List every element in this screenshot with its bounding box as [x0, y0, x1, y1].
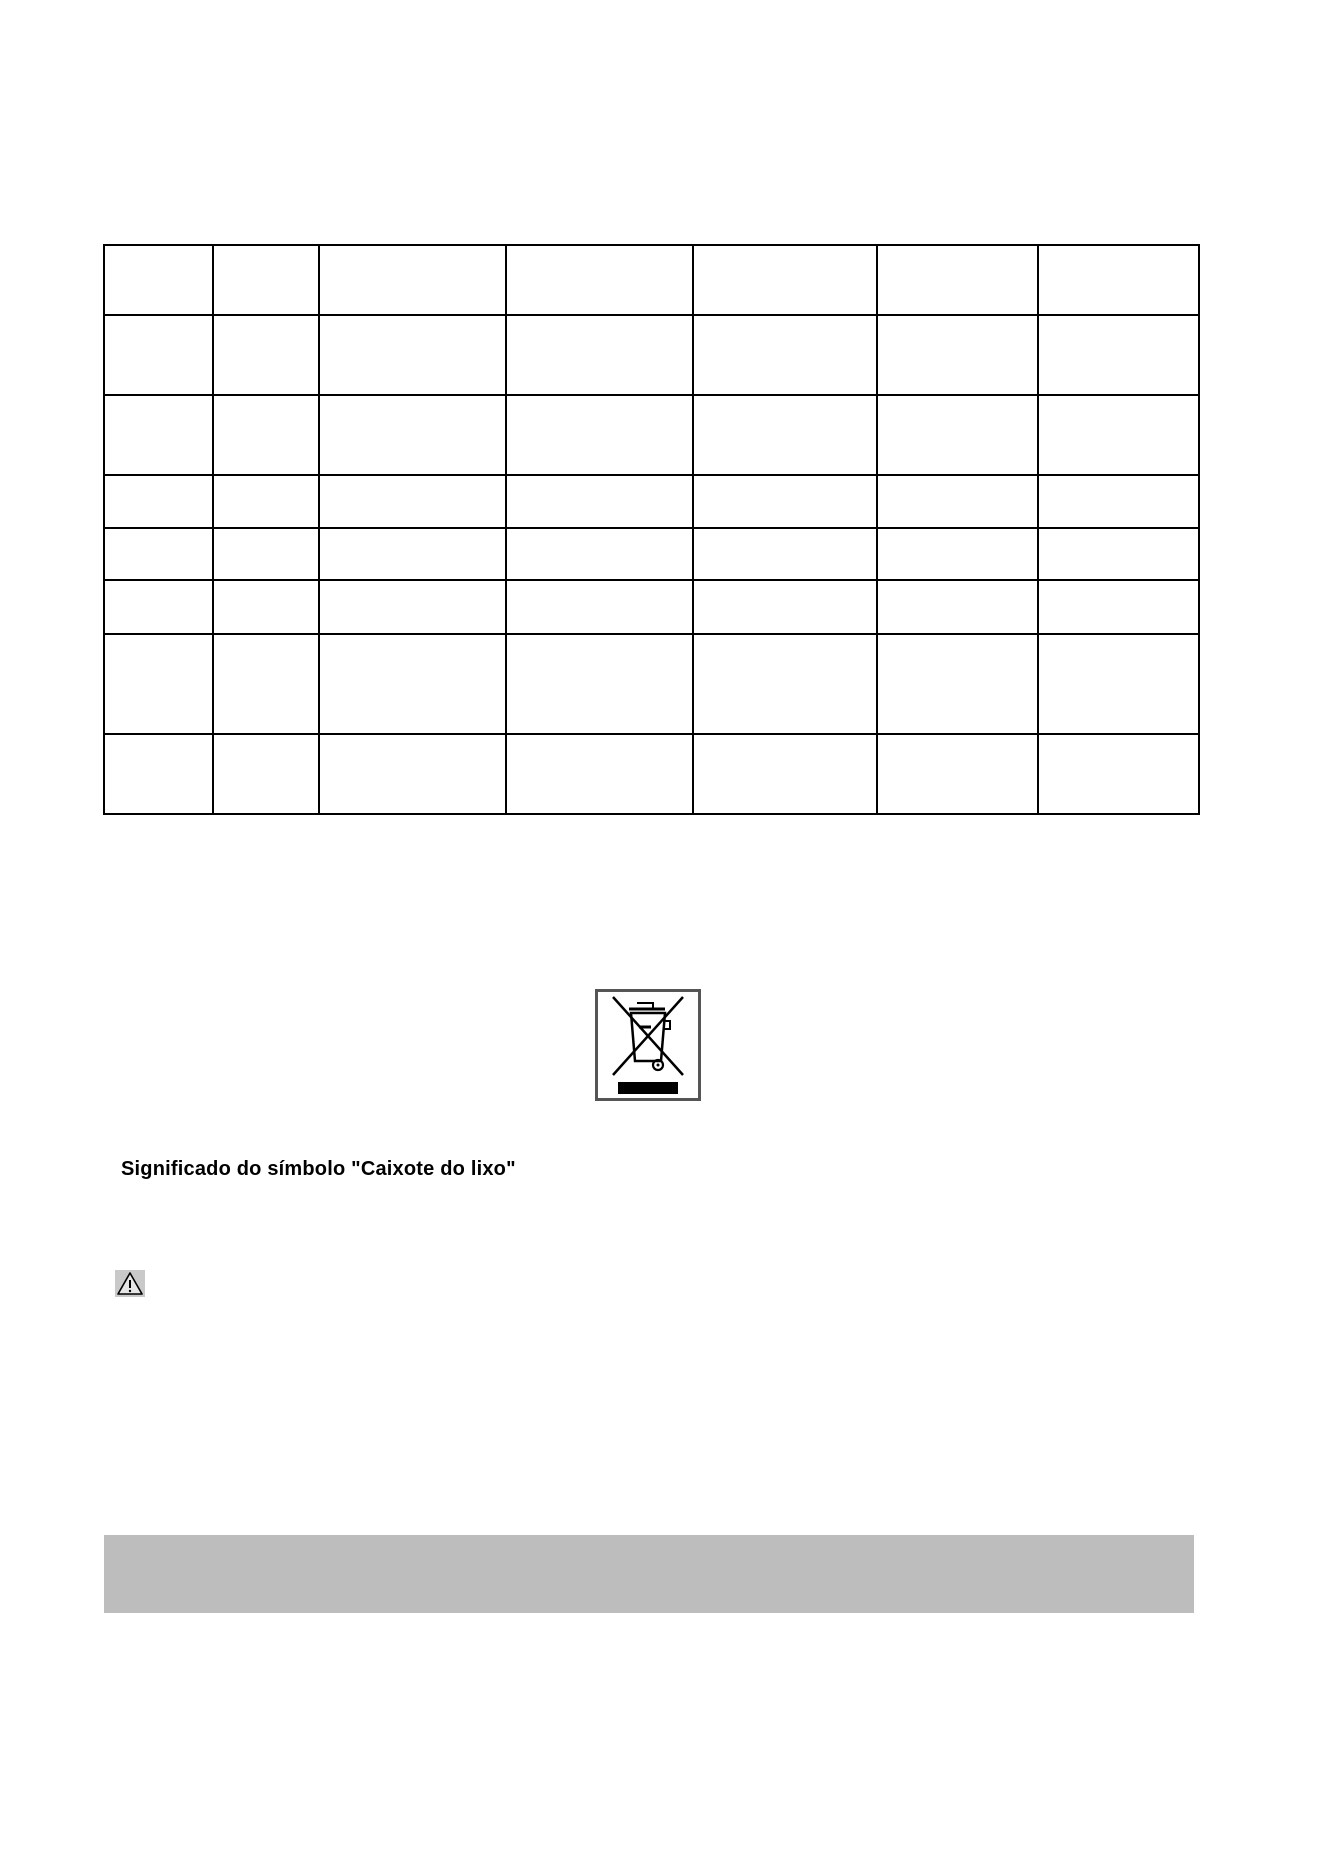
table-cell: [104, 395, 213, 475]
table-cell: [877, 315, 1038, 395]
grey-banner: [104, 1535, 1194, 1613]
table-cell: [506, 315, 693, 395]
table-cell: [693, 245, 877, 315]
table-cell: [877, 634, 1038, 734]
table-row: [104, 580, 1199, 634]
table-row: [104, 315, 1199, 395]
table-cell: [877, 528, 1038, 580]
table-cell: [213, 580, 319, 634]
empty-grid-table: [103, 244, 1200, 815]
table-cell: [213, 734, 319, 814]
table-cell: [506, 395, 693, 475]
table-cell: [213, 245, 319, 315]
table-cell: [319, 245, 506, 315]
table-cell: [319, 734, 506, 814]
table-cell: [506, 734, 693, 814]
table-cell: [1038, 580, 1199, 634]
table-cell: [693, 315, 877, 395]
crossed-out-wheelie-bin-icon: [595, 989, 701, 1101]
table-row: [104, 245, 1199, 315]
table-cell: [104, 245, 213, 315]
table-row: [104, 734, 1199, 814]
table-cell: [104, 315, 213, 395]
table-cell: [877, 580, 1038, 634]
table-cell: [213, 395, 319, 475]
table-cell: [319, 528, 506, 580]
table-cell: [319, 634, 506, 734]
table-cell: [506, 528, 693, 580]
table-cell: [506, 580, 693, 634]
table-cell: [877, 245, 1038, 315]
table-cell: [104, 475, 213, 528]
table-cell: [104, 634, 213, 734]
table-cell: [104, 580, 213, 634]
table-cell: [693, 580, 877, 634]
table-cell: [693, 475, 877, 528]
table-row: [104, 395, 1199, 475]
table-row: [104, 475, 1199, 528]
table-cell: [213, 475, 319, 528]
table-cell: [1038, 528, 1199, 580]
table-cell: [506, 245, 693, 315]
table-cell: [1038, 634, 1199, 734]
table-cell: [877, 734, 1038, 814]
table-row: [104, 528, 1199, 580]
table-cell: [506, 634, 693, 734]
table-cell: [1038, 395, 1199, 475]
warning-triangle-icon: [115, 1270, 145, 1297]
table-cell: [877, 475, 1038, 528]
table-cell: [319, 580, 506, 634]
table-cell: [319, 315, 506, 395]
table-cell: [693, 395, 877, 475]
table-cell: [104, 528, 213, 580]
table-cell: [104, 734, 213, 814]
table-cell: [506, 475, 693, 528]
table-cell: [1038, 734, 1199, 814]
table-cell: [213, 634, 319, 734]
bin-symbol-caption: Significado do símbolo "Caixote do lixo": [121, 1158, 516, 1180]
table-cell: [1038, 315, 1199, 395]
table-cell: [213, 528, 319, 580]
table-cell: [213, 315, 319, 395]
table-cell: [319, 395, 506, 475]
table-cell: [877, 395, 1038, 475]
table-row: [104, 634, 1199, 734]
table-cell: [693, 528, 877, 580]
table-cell: [319, 475, 506, 528]
table-cell: [693, 634, 877, 734]
table-cell: [693, 734, 877, 814]
table-cell: [1038, 475, 1199, 528]
table-cell: [1038, 245, 1199, 315]
